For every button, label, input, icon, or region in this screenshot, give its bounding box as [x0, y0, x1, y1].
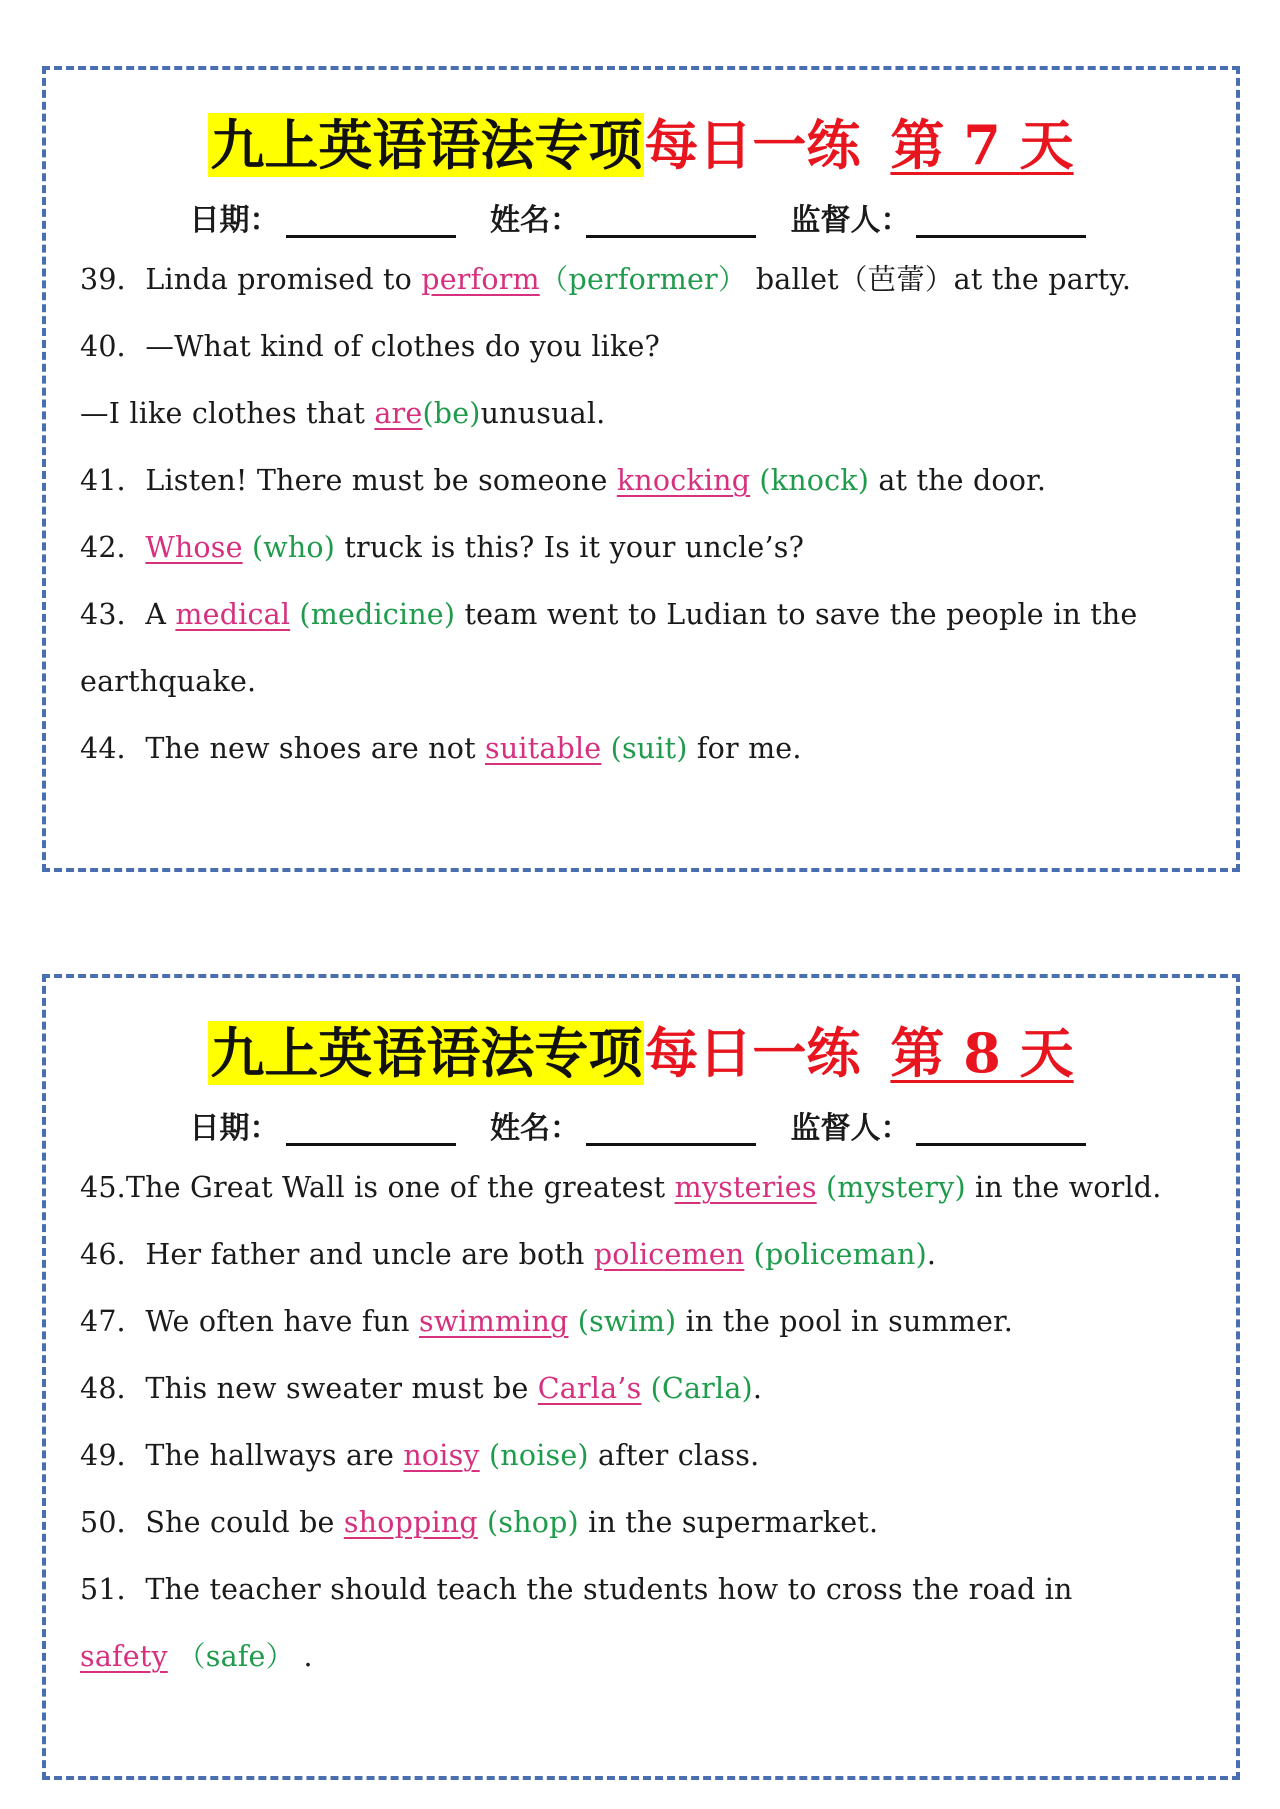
answer: perform [421, 263, 540, 296]
title-highlight: 九上英语语法专项 [210, 113, 643, 177]
question-text: . [926, 1238, 937, 1271]
date-label: 日期： [189, 203, 280, 238]
hint: （safe） [167, 1640, 295, 1673]
question-text: in the supermarket. [578, 1506, 879, 1539]
title-daily: 每日一练 [644, 1021, 861, 1085]
question-text: 48．This new sweater must be [80, 1372, 538, 1405]
hint: (who) [242, 531, 336, 564]
question-line [80, 1436, 1216, 1476]
question-text: 45.The Great Wall is one of the greatest [80, 1171, 675, 1204]
hint: (knock) [750, 464, 870, 497]
answer: knocking [616, 464, 751, 497]
title-highlight: 九上英语语法专项 [210, 1021, 643, 1085]
question-line [80, 1637, 1216, 1677]
answer: mysteries [674, 1171, 817, 1204]
supervisor-label: 监督人： [790, 1111, 911, 1146]
hint: (swim) [568, 1305, 677, 1338]
date-label: 日期： [189, 1111, 280, 1146]
answer: safety [80, 1640, 168, 1673]
hint: (noise) [479, 1439, 589, 1472]
question-text: . [752, 1372, 763, 1405]
question-line [80, 595, 1216, 635]
question-text: in the world. [965, 1171, 1162, 1204]
question-text: in the pool in summer. [676, 1305, 1013, 1338]
question-text: after class. [588, 1439, 760, 1472]
name-label: 姓名： [490, 1111, 580, 1146]
date-line [286, 1142, 456, 1146]
question-text: —I like clothes that [80, 397, 375, 430]
card-title [46, 1008, 1236, 1098]
question-text: 51．The teacher should teach the students how to cross the road in [80, 1573, 1073, 1606]
date-line [286, 234, 456, 238]
title-day: 第 7 天 [890, 113, 1074, 177]
answer: Whose [145, 531, 243, 564]
question-line [80, 327, 1216, 367]
exercise-card-day-7 [42, 66, 1240, 872]
question-text: unusual. [480, 397, 606, 430]
answer: swimming [419, 1305, 569, 1338]
question-line [80, 461, 1216, 501]
question-text: ballet（芭蕾）at the party. [746, 263, 1132, 296]
question-line [80, 1168, 1216, 1208]
signature-row [46, 1103, 1236, 1147]
question-line [80, 394, 1216, 434]
hint: (suit) [601, 732, 688, 765]
question-text: 41．Listen! There must be someone [80, 464, 617, 497]
question-text: 42． [80, 531, 146, 564]
question-line [80, 729, 1216, 769]
question-line [80, 1235, 1216, 1275]
question-text: . [294, 1640, 313, 1673]
supervisor-label: 监督人： [790, 203, 911, 238]
question-text: earthquake. [80, 665, 257, 698]
answer: policemen [593, 1238, 745, 1271]
answer: noisy [403, 1439, 480, 1472]
supervisor-line [916, 1142, 1086, 1146]
question-line [80, 260, 1216, 300]
answer: medical [175, 598, 291, 631]
question-text: 49．The hallways are [80, 1439, 404, 1472]
question-text: 40．—What kind of clothes do you like? [80, 330, 661, 363]
name-line [586, 1142, 756, 1146]
answer: shopping [343, 1506, 478, 1539]
name-label: 姓名： [490, 203, 580, 238]
question-text: 44．The new shoes are not [80, 732, 485, 765]
title-day: 第 8 天 [890, 1021, 1074, 1085]
question-line [80, 1503, 1216, 1543]
hint: (be) [422, 397, 481, 430]
signature-row [46, 195, 1236, 239]
hint: (policeman) [744, 1238, 927, 1271]
answer: are [374, 397, 423, 430]
question-text: at the door. [869, 464, 1047, 497]
card-title [46, 100, 1236, 190]
question-text: 46．Her father and uncle are both [80, 1238, 594, 1271]
question-line [80, 1570, 1216, 1610]
question-text: 47．We often have fun [80, 1305, 419, 1338]
answer: Carla’s [537, 1372, 642, 1405]
answer: suitable [485, 732, 602, 765]
question-line [80, 1369, 1216, 1409]
question-text: 50．She could be [80, 1506, 344, 1539]
question-text: truck is this? Is it your uncle’s? [335, 531, 805, 564]
question-line [80, 528, 1216, 568]
hint: （performer） [539, 263, 747, 296]
question-text: 43．A [80, 598, 176, 631]
hint: (mystery) [816, 1171, 966, 1204]
question-text: for me. [687, 732, 802, 765]
hint: (medicine) [290, 598, 456, 631]
supervisor-line [916, 234, 1086, 238]
question-line [80, 662, 1216, 702]
question-line [80, 1302, 1216, 1342]
hint: (Carla) [641, 1372, 753, 1405]
question-text: team went to Ludian to save the people in the [455, 598, 1138, 631]
hint: (shop) [477, 1506, 579, 1539]
question-text: 39．Linda promised to [80, 263, 422, 296]
exercise-card-day-8 [42, 974, 1240, 1780]
title-daily: 每日一练 [644, 113, 861, 177]
name-line [586, 234, 756, 238]
